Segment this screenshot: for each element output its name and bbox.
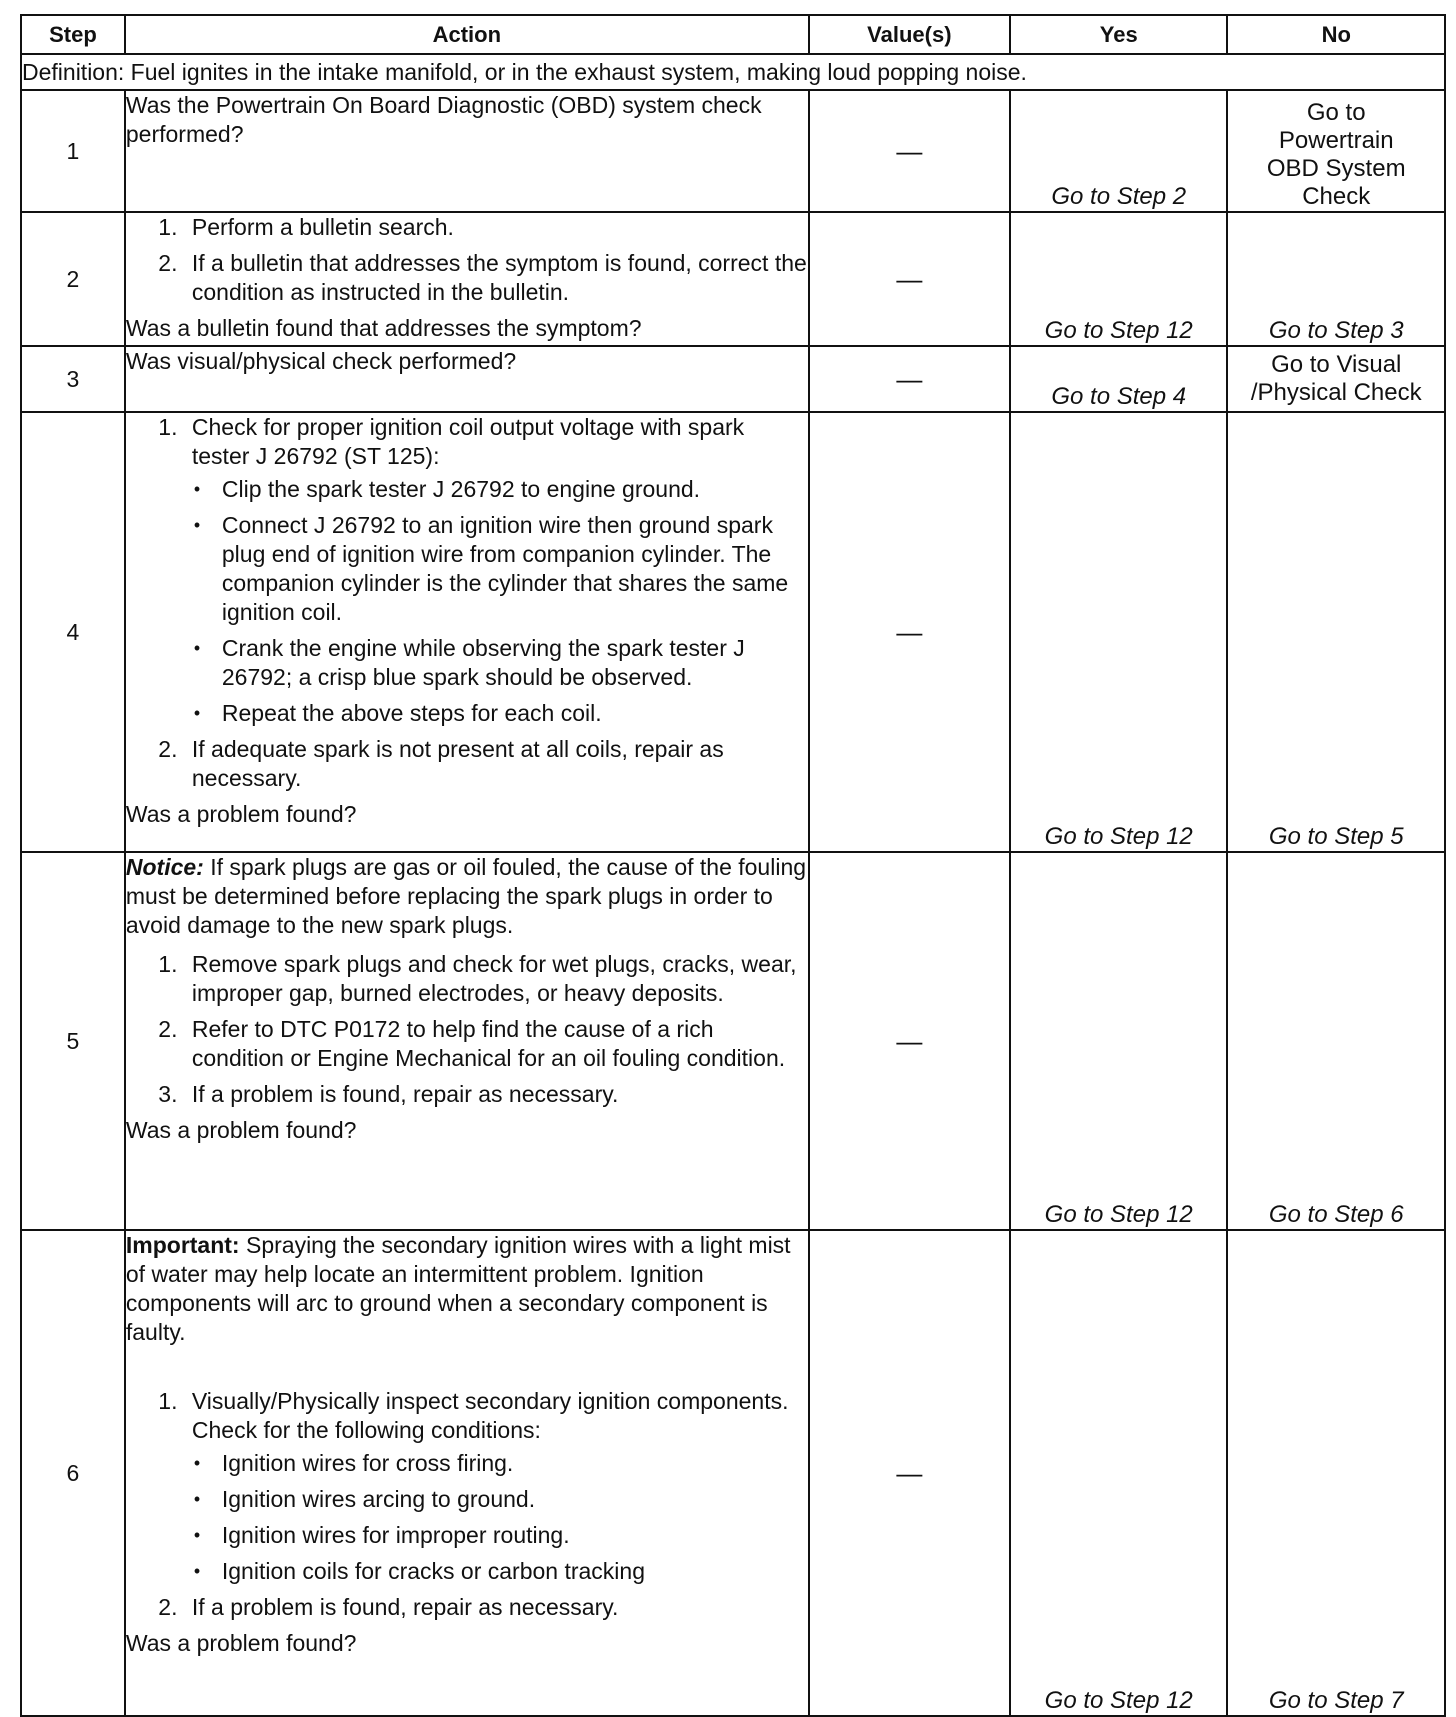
yes-goto: Go to Step 4 (1051, 383, 1187, 410)
no-cell (1227, 90, 1445, 212)
step-question: Was visual/physical check performed? (125, 348, 517, 374)
action-cell (125, 212, 809, 346)
step-number: 2 (21, 212, 125, 346)
value-cell: — (809, 412, 1010, 852)
bullet-item: • Ignition coils for cracks or carbon tracking (218, 1557, 808, 1586)
step-question: Was a bulletin found that addresses the symptom? (125, 315, 642, 341)
yes-cell (1010, 346, 1227, 412)
bullet-item: • Ignition wires for improper routing. (218, 1521, 808, 1550)
table-row (21, 852, 1445, 1230)
header-step: Step (21, 15, 125, 54)
value-cell: — (809, 852, 1010, 1230)
step-number: 6 (21, 1230, 125, 1716)
yes-cell (1010, 1230, 1227, 1716)
table-row (21, 212, 1445, 346)
step-number: 5 (21, 852, 125, 1230)
step-number: 1 (21, 90, 125, 212)
list-item: 2. If adequate spark is not present at all coils, repair as necessary. (184, 735, 808, 793)
list-item: 2. If a problem is found, repair as necessary. (184, 1593, 808, 1622)
important-text: Spraying the secondary ignition wires with a light mist of water may help locate an intermittent problem. Ignition components will arc to ground when a secondary component is faulty. (125, 1232, 791, 1345)
value-cell: — (809, 90, 1010, 212)
no-cell (1227, 1230, 1445, 1716)
diagnostic-table (20, 14, 1446, 1717)
table-row (21, 1230, 1445, 1716)
definition-row (21, 54, 1445, 90)
list-item: 2. Refer to DTC P0172 to help find the cause of a rich condition or Engine Mechanical for an oil fouling condition. (184, 1015, 808, 1073)
list-item: 3. If a problem is found, repair as necessary. (184, 1080, 808, 1109)
header-values: Value(s) (809, 15, 1010, 54)
yes-goto: Go to Step 12 (1044, 317, 1193, 344)
step-number: 4 (21, 412, 125, 852)
no-goto: Go to Visual /Physical Check (1250, 351, 1422, 406)
step-question: Was the Powertrain On Board Diagnostic (OBD) system check performed? (125, 92, 762, 147)
definition-text: Definition: Fuel ignites in the intake manifold, or in the exhaust system, making loud popping noise. (21, 54, 1445, 90)
no-cell (1227, 852, 1445, 1230)
bullet-item: • Repeat the above steps for each coil. (218, 699, 808, 728)
no-goto: Go to Step 6 (1268, 1201, 1404, 1228)
spacer (126, 1347, 808, 1387)
value-cell: — (809, 346, 1010, 412)
yes-goto: Go to Step 2 (1051, 183, 1187, 210)
notice-label: Notice: (125, 854, 204, 880)
notice-text: If spark plugs are gas or oil fouled, the cause of the fouling must be determined before replacing the spark plugs in order to avoid damage to the new spark plugs. (125, 854, 807, 938)
list-item-text: Visually/Physically inspect secondary ignition components. Check for the following conditions: (191, 1388, 789, 1443)
notice-paragraph (126, 853, 808, 940)
step-question: Was a problem found? (125, 801, 357, 827)
list-item (184, 1387, 808, 1586)
list-item: 2. If a bulletin that addresses the symptom is found, correct the condition as instructed in the bulletin. (184, 249, 808, 307)
table-row (21, 90, 1445, 212)
yes-cell (1010, 90, 1227, 212)
value-cell: — (809, 1230, 1010, 1716)
header-action: Action (125, 15, 809, 54)
action-cell (125, 852, 809, 1230)
step-question: Was a problem found? (125, 1117, 357, 1143)
step-number: 3 (21, 346, 125, 412)
yes-goto: Go to Step 12 (1044, 1201, 1193, 1228)
list-item: 1. Perform a bulletin search. (184, 213, 808, 242)
step-question: Was a problem found? (125, 1630, 357, 1656)
no-cell (1227, 346, 1445, 412)
bullet-item: • Ignition wires arcing to ground. (218, 1485, 808, 1514)
bullet-item: • Clip the spark tester J 26792 to engine ground. (218, 475, 808, 504)
value-cell: — (809, 212, 1010, 346)
bullet-item: • Crank the engine while observing the spark tester J 26792; a crisp blue spark should be observed. (218, 634, 808, 692)
no-goto: Go to Step 3 (1268, 317, 1404, 344)
table-row (21, 412, 1445, 852)
header-row (21, 15, 1445, 54)
header-yes: Yes (1010, 15, 1227, 54)
list-item-text: Check for proper ignition coil output voltage with spark tester J 26792 (ST 125): (191, 414, 745, 469)
action-cell (125, 90, 809, 212)
bullet-item: • Connect J 26792 to an ignition wire then ground spark plug end of ignition wire from companion cylinder. The companion cylinder is the cylinder that shares the same ignition coil. (218, 511, 808, 627)
important-label: Important: (125, 1232, 240, 1258)
no-cell (1227, 412, 1445, 852)
header-no: No (1227, 15, 1445, 54)
action-cell (125, 1230, 809, 1716)
yes-goto: Go to Step 12 (1044, 1687, 1193, 1714)
action-cell (125, 346, 809, 412)
no-goto: Go to Step 7 (1268, 1687, 1404, 1714)
yes-cell (1010, 212, 1227, 346)
no-cell (1227, 212, 1445, 346)
no-goto: Go to Step 5 (1268, 823, 1404, 850)
table-row (21, 346, 1445, 412)
list-item: 1. Remove spark plugs and check for wet plugs, cracks, wear, improper gap, burned electrodes, or heavy deposits. (184, 950, 808, 1008)
yes-cell (1010, 852, 1227, 1230)
list-item (184, 413, 808, 728)
yes-goto: Go to Step 12 (1044, 823, 1193, 850)
important-paragraph (126, 1231, 808, 1347)
action-cell (125, 412, 809, 852)
yes-cell (1010, 412, 1227, 852)
no-goto: Go to Powertrain OBD System Check (1266, 99, 1406, 210)
bullet-item: • Ignition wires for cross firing. (218, 1449, 808, 1478)
